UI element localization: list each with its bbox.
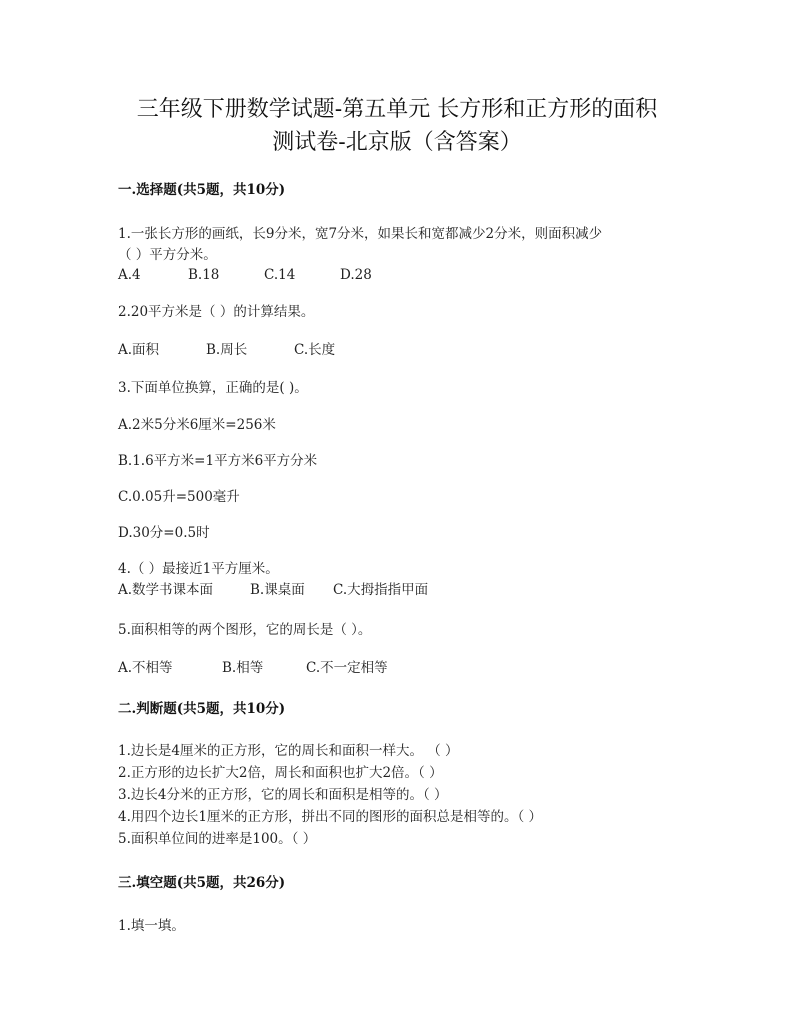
question-1-option-a: A.4 — [118, 267, 141, 283]
section-heading-judgement: 二.判断题(共5题，共10分) — [118, 701, 286, 717]
judgement-item-3: 3.边长4分米的正方形，它的周长和面积是相等的。（ ） — [118, 787, 448, 803]
question-1-line-2: （ ）平方分米。 — [118, 247, 217, 263]
title-line-2: 测试卷-北京版（含答案） — [272, 130, 522, 155]
question-3-text: 3.下面单位换算，正确的是( )。 — [118, 380, 308, 396]
title-line-1: 三年级下册数学试题-第五单元 长方形和正方形的面积 — [136, 97, 658, 122]
judgement-item-5: 5.面积单位间的进率是100。（ ） — [118, 831, 317, 847]
question-4-option-a: A.数学书课本面 — [118, 582, 214, 598]
question-5-text: 5.面积相等的两个图形，它的周长是（ ）。 — [118, 622, 372, 638]
question-1-option-c: C.14 — [264, 267, 296, 283]
question-5-option-c: C.不一定相等 — [306, 660, 388, 676]
question-5-option-a: A.不相等 — [118, 660, 173, 676]
fill-in-question-1: 1.填一填。 — [118, 918, 185, 934]
question-1-option-b: B.18 — [188, 267, 220, 283]
judgement-item-2: 2.正方形的边长扩大2倍，周长和面积也扩大2倍。（ ） — [118, 765, 443, 781]
section-heading-fill-in: 三.填空题(共5题，共26分) — [118, 875, 286, 891]
section-heading-choice: 一.选择题(共5题，共10分) — [118, 182, 286, 198]
question-2-option-a: A.面积 — [118, 342, 160, 358]
judgement-item-4: 4.用四个边长1厘米的正方形，拼出不同的图形的面积总是相等的。（ ） — [118, 809, 543, 825]
judgement-item-1: 1.边长是4厘米的正方形，它的周长和面积一样大。 （ ） — [118, 743, 459, 759]
question-4-option-c: C.大拇指指甲面 — [333, 582, 429, 598]
question-2-text: 2.20平方米是（ ）的计算结果。 — [118, 304, 315, 320]
question-3-option-d: D.30分=0.5时 — [118, 525, 210, 541]
question-1-option-d: D.28 — [340, 267, 372, 283]
question-5-option-b: B.相等 — [222, 660, 264, 676]
question-3-option-c: C.0.05升=500毫升 — [118, 489, 240, 505]
question-3-option-a: A.2米5分米6厘米=256米 — [118, 417, 276, 433]
question-1-line-1: 1.一张长方形的画纸，长9分米，宽7分米，如果长和宽都减少2分米，则面积减少 — [118, 226, 603, 242]
question-3-option-b: B.1.6平方米=1平方米6平方分米 — [118, 453, 318, 469]
question-4-option-b: B.课桌面 — [250, 582, 305, 598]
question-2-option-b: B.周长 — [206, 342, 248, 358]
question-2-option-c: C.长度 — [294, 342, 336, 358]
question-4-text: 4.（ ）最接近1平方厘米。 — [118, 561, 279, 577]
